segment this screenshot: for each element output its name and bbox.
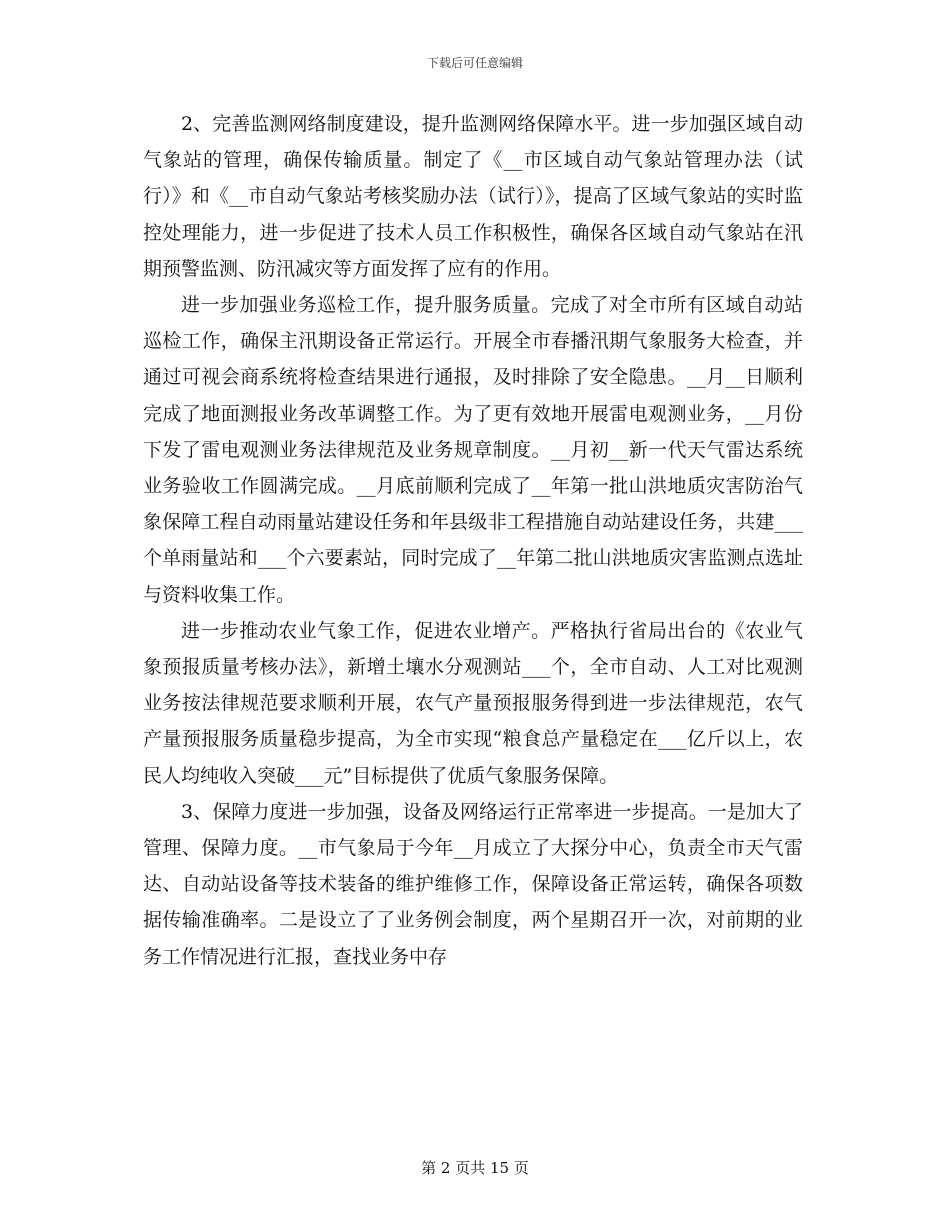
paragraph-1: 2、完善监测网络制度建设，提升监测网络保障水平。进一步加强区域自动气象站的管理，确保传输质量。制定了《__市区域自动气象站管理办法（试行）》和《__市自动气象站考核奖励办法（试行）》，提高了区域气象站的实时监控处理能力，进一步促进了技术人员工作积极性，确保各区域自动气象站在汛期预警监测、防汛减灾等方面发挥了应有的作用。	[143, 113, 803, 280]
document-body	[143, 106, 803, 975]
paragraph-2: 进一步加强业务巡检工作，提升服务质量。完成了对全市所有区域自动站巡检工作，确保主汛期设备正常运行。开展全市春播汛期气象服务大检查，并通过可视会商系统将检查结果进行通报，及时排除了安全隐患。__月__日顺利完成了地面测报业务改革调整工作。为了更有效地开展雷电观测业务，__月份下发了雷电观测业务法律规范及业务规章制度。__月初__新一代天气雷达系统业务验收工作圆满完成。__月底前顺利完成了__年第一批山洪地质灾害防治气象保障工程自动雨量站建设任务和年县级非工程措施自动站建设任务，共建___个单雨量站和___个六要素站，同时完成了__年第二批山洪地质灾害监测点选址与资料收集工作。	[143, 294, 803, 606]
paragraph-3: 进一步推动农业气象工作，促进农业增产。严格执行省局出台的《农业气象预报质量考核办法》，新增土壤水分观测站___个，全市自动、人工对比观测业务按法律规范要求顺利开展，农气产量预报服务得到进一步法律规范，农气产量预报服务质量稳步提高，为全市实现“粮食总产量稳定在___亿斤以上，农民人均纯收入突破___元”目标提供了优质气象服务保障。	[143, 619, 803, 787]
page-header: 下载后可任意编辑	[426, 56, 523, 70]
paragraph-4: 3、保障力度进一步加强，设备及网络运行正常率进一步提高。一是加大了管理、保障力度。__市气象局于今年__月成立了大探分中心，负责全市天气雷达、自动站设备等技术装备的维护维修工作，保障设备正常运转，确保各项数据传输准确率。二是设立了了业务例会制度，两个星期召开一次，对前期的业务工作情况进行汇报，查找业务中存	[143, 800, 803, 968]
page-footer: 第 2 页共 15 页	[421, 1159, 529, 1177]
